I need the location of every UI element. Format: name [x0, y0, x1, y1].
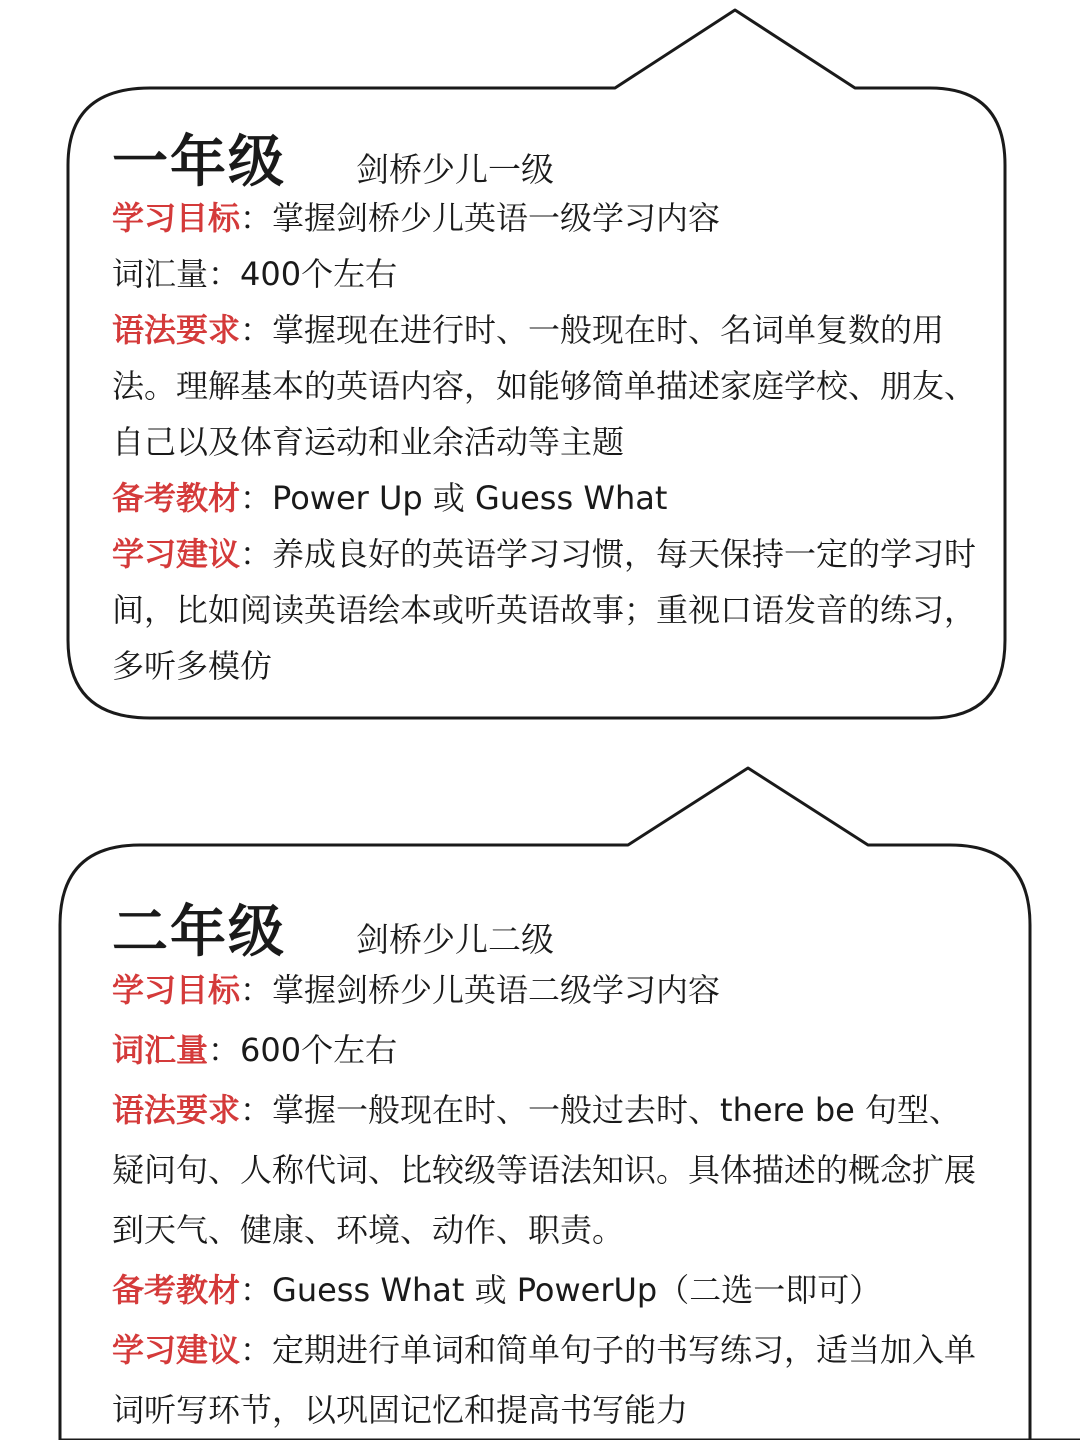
- advice-label: 学习建议: [112, 535, 241, 573]
- vocab-row: 词汇量：400个左右: [112, 255, 398, 293]
- advice-text: 养成良好的英语学习习惯，每天保持一定的学习时间，比如阅读英语绘本或听英语故事；重视口语发音的练习，多听多模仿: [112, 535, 977, 685]
- material-text: Guess What 或 PowerUp（二选一即可）: [272, 1271, 882, 1309]
- material-row: 备考教材：Power Up 或 Guess What: [112, 479, 668, 517]
- grammar-label: 语法要求: [112, 1091, 241, 1129]
- goal-row: 学习目标：掌握剑桥少儿英语二级学习内容: [112, 971, 721, 1009]
- grammar-text: 掌握现在进行时、一般现在时、名词单复数的用法。理解基本的英语内容，如能够简单描述家庭学校、朋友、自己以及体育运动和业余活动等主题: [112, 311, 977, 461]
- advice-label: 学习建议: [112, 1331, 241, 1369]
- card-header: [112, 888, 992, 965]
- vocab-text: 400个左右: [240, 255, 398, 293]
- grammar-label: 语法要求: [112, 311, 241, 349]
- material-label: 备考教材: [112, 1271, 241, 1309]
- exam-level: 剑桥少儿二级: [356, 920, 554, 959]
- material-row: 备考教材：Guess What 或 PowerUp（二选一即可）: [112, 1271, 882, 1309]
- exam-level: 剑桥少儿一级: [356, 150, 554, 189]
- goal-row: 学习目标：掌握剑桥少儿英语一级学习内容: [112, 199, 721, 237]
- grammar-row: 语法要求：掌握现在进行时、一般现在时、名词单复数的用法。理解基本的英语内容，如能够简单描述家庭学校、朋友、自己以及体育运动和业余活动等主题: [112, 311, 977, 461]
- goal-text: 掌握剑桥少儿英语一级学习内容: [272, 199, 721, 237]
- grade-card-1: [112, 118, 992, 694]
- advice-row: 学习建议：定期进行单词和简单句子的书写练习，适当加入单词听写环节，以巩固记忆和提高书写能力: [112, 1331, 977, 1429]
- vocab-label: 词汇量: [112, 1031, 209, 1069]
- material-text: Power Up 或 Guess What: [272, 479, 668, 517]
- advice-text: 定期进行单词和简单句子的书写练习，适当加入单词听写环节，以巩固记忆和提高书写能力: [112, 1331, 977, 1429]
- card-header: [112, 118, 992, 195]
- goal-label: 学习目标: [112, 971, 241, 1009]
- advice-row: 学习建议：养成良好的英语学习习惯，每天保持一定的学习时间，比如阅读英语绘本或听英语故事；重视口语发音的练习，多听多模仿: [112, 535, 977, 685]
- grammar-text: 掌握一般现在时、一般过去时、there be 句型、疑问句、人称代词、比较级等语法知识。具体描述的概念扩展到天气、健康、环境、动作、职责。: [112, 1091, 977, 1249]
- grade-title: 一年级: [112, 130, 286, 195]
- vocab-row: 词汇量：600个左右: [112, 1031, 398, 1069]
- goal-label: 学习目标: [112, 199, 241, 237]
- material-label: 备考教材: [112, 479, 241, 517]
- grammar-row: 语法要求：掌握一般现在时、一般过去时、there be 句型、疑问句、人称代词、比较级等语法知识。具体描述的概念扩展到天气、健康、环境、动作、职责。: [112, 1091, 977, 1249]
- vocab-text: 600个左右: [240, 1031, 398, 1069]
- grade-title: 二年级: [112, 900, 286, 965]
- vocab-label: 词汇量: [112, 255, 209, 293]
- grade-card-2: [112, 888, 992, 1440]
- goal-text: 掌握剑桥少儿英语二级学习内容: [272, 971, 721, 1009]
